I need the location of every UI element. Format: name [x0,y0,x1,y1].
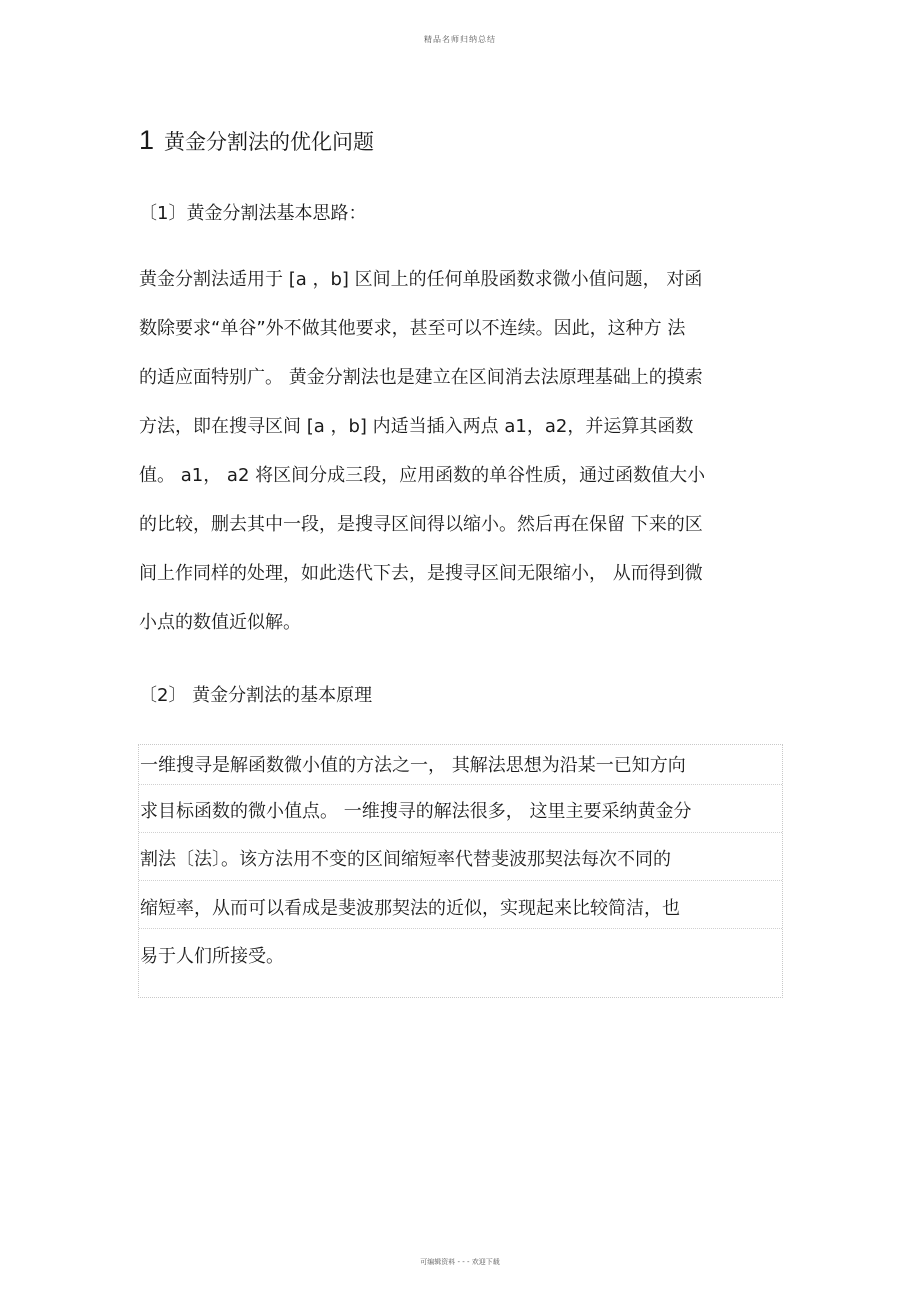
boxed-paragraph-principle [138,744,783,998]
boxed-line: 求目标函数的微小值点。 一维搜寻的解法很多， 这里主要采纳黄金分 [140,801,692,822]
dotted-divider [139,880,782,881]
paragraph-line: 间上作同样的处理，如此迭代下去，是搜寻区间无限缩小， 从而得到微 [139,563,703,584]
paragraph-line: 数除要求“单谷”外不做其他要求，甚至可以不连续。因此，这种方 法 [139,318,686,339]
boxed-line: 易于人们所接受。 [140,946,284,967]
boxed-line: 割法〔法〕。该方法用不变的区间缩短率代替斐波那契法每次不同的 [140,849,671,870]
paragraph-line: 方法，即在搜寻区间 [a ，b] 内适当插入两点 a1，a2，并运算其函数 [139,416,694,437]
paragraph-line: 小点的数值近似解。 [139,612,301,633]
paragraph-line: 的适应面特别广。 黄金分割法也是建立在区间消去法原理基础上的摸索 [139,367,703,388]
dotted-divider [139,928,782,929]
boxed-line: 缩短率，从而可以看成是斐波那契法的近似，实现起来比较简洁，也 [140,898,680,919]
paragraph-line: 值。 a1， a2 将区间分成三段，应用函数的单谷性质，通过函数值大小 [139,465,706,486]
paragraph-line: 的比较，删去其中一段，是搜寻区间得以缩小。然后再在保留 下来的区 [139,514,703,535]
boxed-line: 一维搜寻是解函数微小值的方法之一， 其解法思想为沿某一已知方向 [140,755,686,776]
paragraph-basic-idea [139,268,799,660]
section-title-text: 黄金分割法的优化问题 [164,130,375,154]
subsection-heading-2: 〔2〕 黄金分割法的基本原理 [139,685,373,706]
dotted-divider [139,832,782,833]
page-header-note: 精品名师归纳总结 [424,35,496,44]
section-number: 1 [139,125,155,155]
subsection-heading-1: 〔1〕黄金分割法基本思路： [139,203,367,224]
dotted-divider [139,784,782,785]
paragraph-line: 黄金分割法适用于 [a ，b] 区间上的任何单股函数求微小值问题， 对函 [139,269,703,290]
page-footer-note: 可编辑资料 - - - 欢迎下载 [420,1258,500,1266]
section-title [139,125,374,156]
